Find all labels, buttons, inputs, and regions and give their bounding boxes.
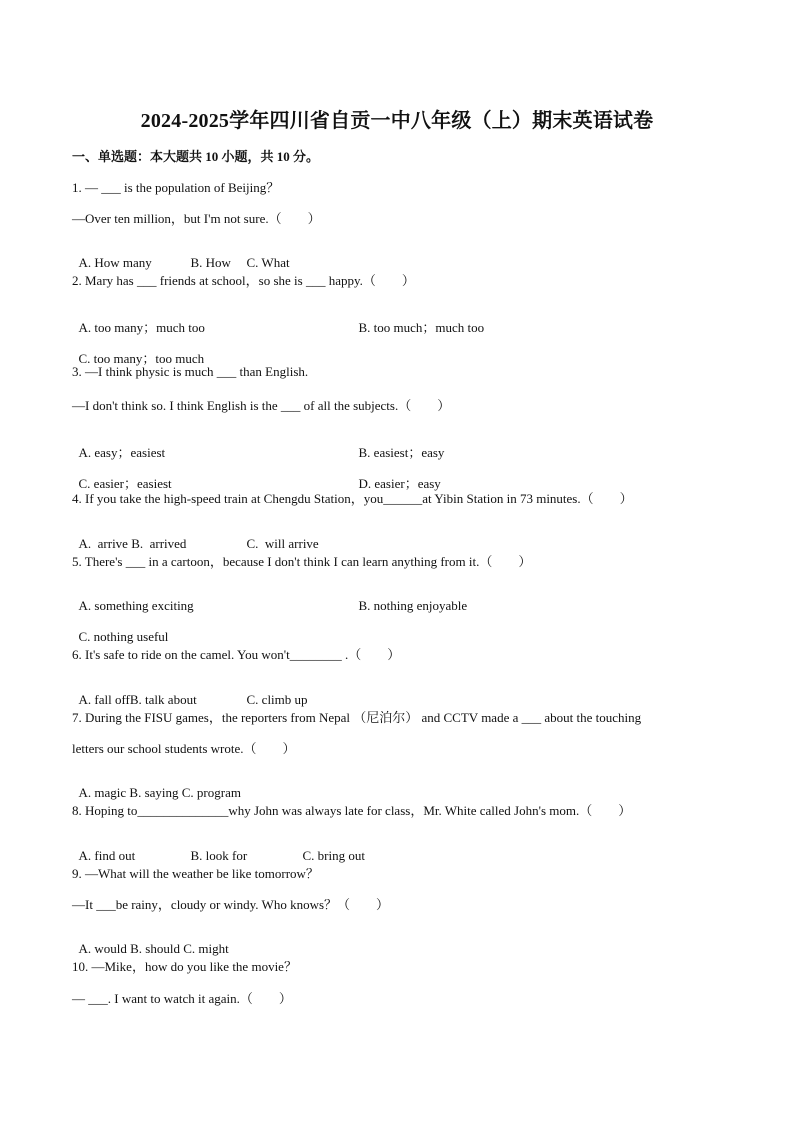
question-3-options [72, 426, 444, 461]
question-9-stem: 9. —What will the weather be like tomorrow？ [72, 866, 319, 881]
option[interactable]: B. too much；much too [358, 320, 485, 335]
question-3-stem: 3. —I think physic is much ___ than English. [72, 364, 309, 379]
option[interactable]: B. How [190, 255, 231, 270]
question-7-stem: letters our school students wrote.（ ） [72, 741, 296, 756]
question-1-stem: 1. — ___ is the population of Beijing？ [72, 180, 280, 195]
option[interactable]: A. magic B. saying C. program [78, 785, 241, 800]
section-heading: 一、单选题：本大题共 10 小题，共 10 分。 [72, 149, 320, 164]
option[interactable]: A. fall offB. talk about [78, 692, 197, 707]
question-5-options [72, 613, 168, 645]
question-1-stem: —Over ten million，but I'm not sure.（ ） [72, 211, 321, 226]
question-7-options [72, 769, 241, 801]
question-10-stem: 10. —Mike，how do you like the movie？ [72, 959, 297, 974]
option[interactable]: A. too many；much too [78, 320, 205, 335]
question-3-stem: —I don't think so. I think English is the ___ of all the subjects.（ ） [72, 398, 451, 413]
option[interactable]: C. easier；easiest [78, 476, 172, 491]
option[interactable]: C. too many；too much [78, 351, 205, 366]
option[interactable]: A. arrive B. arrived [78, 536, 187, 551]
option[interactable]: A. easy；easiest [78, 445, 166, 460]
question-2-stem: 2. Mary has ___ friends at school，so she is ___ happy.（ ） [72, 273, 415, 288]
option[interactable]: B. look for [190, 848, 248, 863]
option[interactable]: C. bring out [302, 848, 365, 863]
question-1-options [72, 239, 290, 271]
question-10-stem: — ___. I want to watch it again.（ ） [72, 991, 292, 1006]
question-2-options [72, 301, 484, 336]
question-3-options [72, 457, 441, 492]
option[interactable]: B. easiest；easy [358, 445, 445, 460]
option[interactable]: C. nothing useful [78, 629, 169, 644]
option[interactable]: A. find out [78, 848, 136, 863]
option[interactable]: D. easier；easy [358, 476, 441, 491]
option[interactable]: C. climb up [246, 692, 308, 707]
question-7-stem: 7. During the FISU games，the reporters from Nepal （尼泊尔） and CCTV made a ___ about the touching [72, 710, 642, 725]
question-9-stem: —It ___be rainy，cloudy or windy. Who knows？（ ） [72, 897, 390, 912]
question-2-options [72, 332, 204, 367]
question-5-options [72, 582, 467, 614]
question-4-options [72, 520, 319, 552]
question-9-options [72, 925, 229, 957]
question-5-stem: 5. There's ___ in a cartoon，because I don't think I can learn anything from it.（ ） [72, 554, 532, 569]
question-8-options [72, 832, 365, 864]
option[interactable]: A. would B. should C. might [78, 941, 229, 956]
option[interactable]: A. How many [78, 255, 152, 270]
option[interactable]: C. will arrive [246, 536, 319, 551]
option[interactable]: A. something exciting [78, 598, 194, 613]
page-title: 2024-2025学年四川省自贡一中八年级（上）期末英语试卷 [140, 110, 654, 132]
question-6-options [72, 676, 308, 708]
question-8-stem: 8. Hoping to______________why John was always late for class，Mr. White called John's mom.（ ） [72, 803, 632, 818]
question-6-stem: 6. It's safe to ride on the camel. You won't________ .（ ） [72, 647, 401, 662]
option[interactable]: B. nothing enjoyable [358, 598, 468, 613]
question-4-stem: 4. If you take the high-speed train at Chengdu Station，you______at Yibin Station in 73 minutes.（ ） [72, 491, 633, 506]
option[interactable]: C. What [246, 255, 290, 270]
